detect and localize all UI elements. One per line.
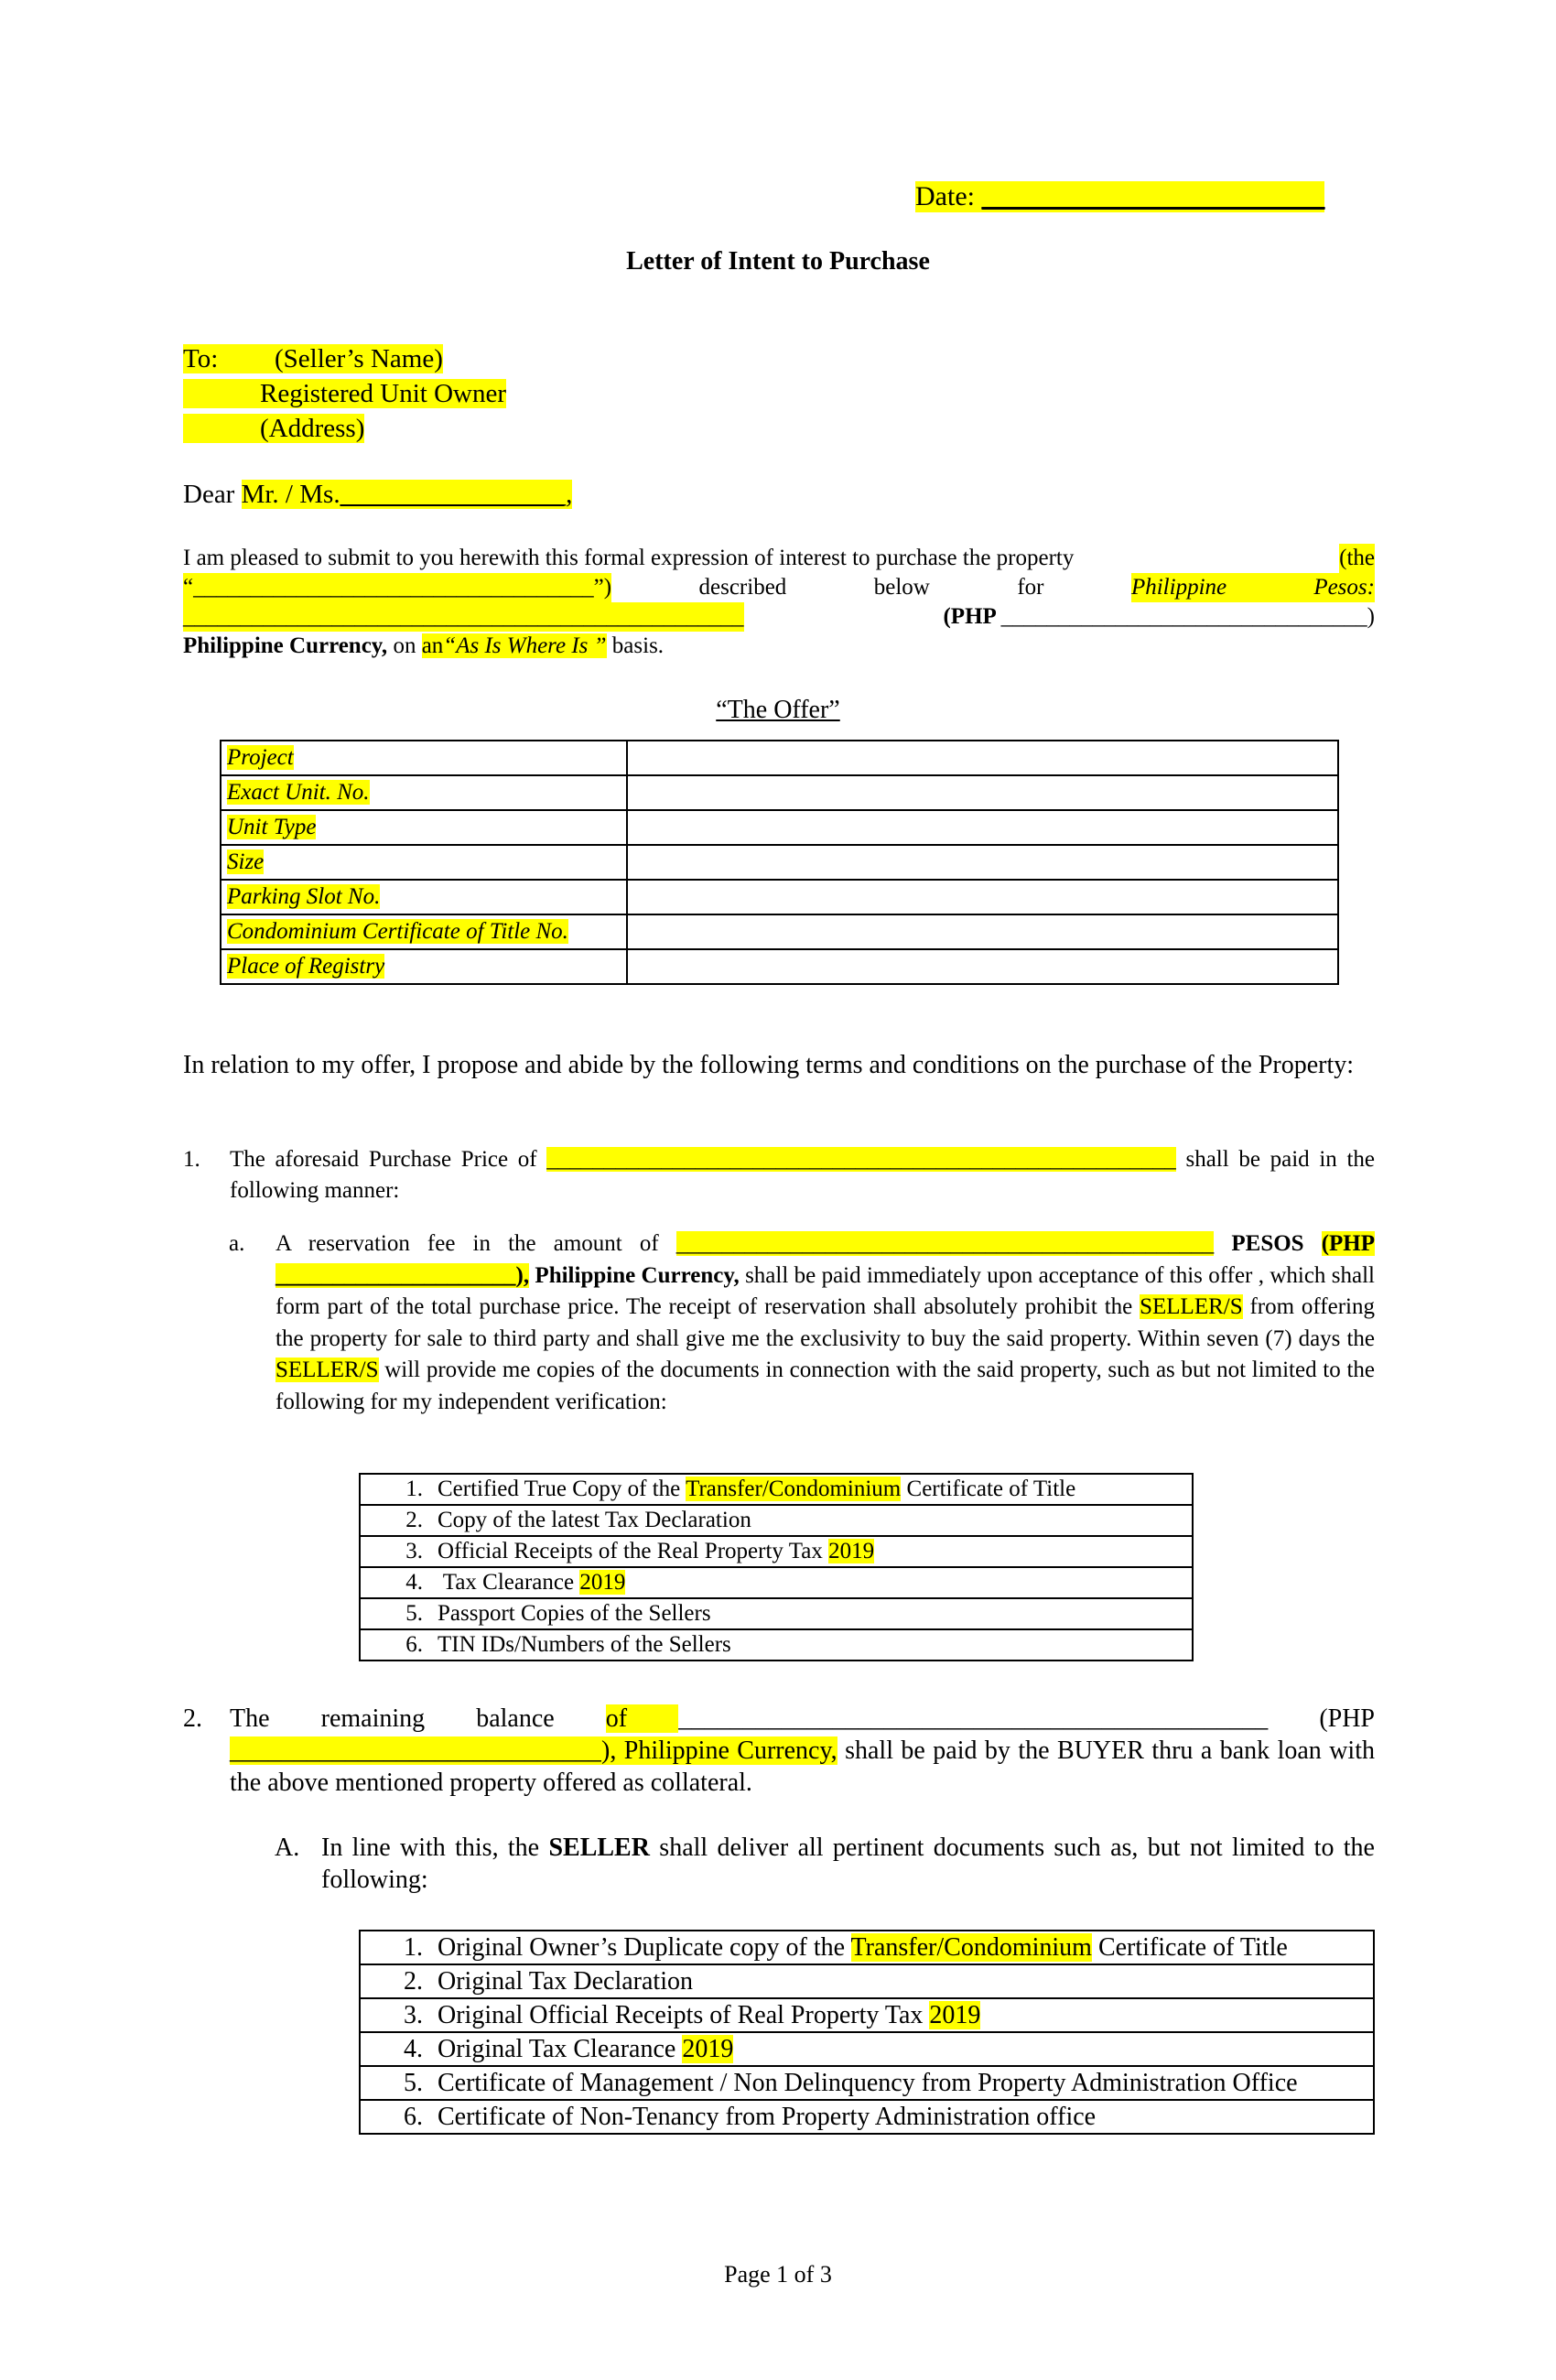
item-text: from offering the property for sale to third party and shall give me the exclusivity to buy the said property. Within seven (7) days the [276,1294,1375,1351]
doc-number: 1. [404,1933,423,1962]
as-is-where-is [422,633,607,658]
item-text: In line with this, the [321,1834,549,1862]
currency-text: Philippine Currency, [183,633,388,658]
doc-text [438,1999,1330,2031]
intro-the: (the [1339,544,1375,573]
table-row [360,1629,1193,1661]
date-line [915,181,1324,212]
balance-php-blank[interactable]: _____________________________ [230,1736,601,1765]
doc-highlight: Transfer/Condominium [686,1477,902,1501]
date-blank[interactable]: _________________________ [981,181,1325,211]
item-text: shall be paid by the BUYER thru a bank loan with the above mentioned property offered as collateral. [230,1736,1375,1797]
salutation [183,480,572,510]
doc-cell [360,1998,1374,2032]
intro-on: on [387,633,422,658]
intro-word: Philippine [1130,575,1227,600]
table-row [360,1567,1193,1598]
doc-highlight: 2019 [929,2001,981,2029]
php-amount [943,602,1375,632]
table-row [360,1931,1374,1964]
table-row [221,880,1338,914]
term-item-2 [183,1703,1375,1799]
salutation-title: Mr. / Ms. [241,480,340,509]
doc-number: 1. [405,1477,423,1501]
item-text: shall deliver all pertinent documents such as, but not limited to the following: [321,1834,1375,1894]
intro-an: an [421,633,444,658]
table-row [221,741,1338,775]
doc-number: 6. [405,1632,423,1657]
table-row [221,914,1338,949]
table-row [360,2032,1374,2066]
doc-cell [360,1505,1193,1536]
doc-text [438,1570,625,1596]
doc-highlight: 2019 [682,2035,734,2063]
intro-line-2 [183,573,1375,602]
offer-label: Size [227,849,265,874]
php-label: (PHP [943,604,1001,629]
table-row [360,1536,1193,1567]
item-text: will provide me copies of the documents in connection with the said property, such as but not limited to the following for my independent verification: [276,1358,1375,1414]
table-row [360,2066,1374,2100]
doc-cell [360,1931,1374,1964]
offer-label: Exact Unit. No. [227,780,370,805]
term-item-2-body [230,1703,1375,1799]
offer-label-cell [221,741,627,775]
intro-text: I am pleased to submit to you herewith this formal expression of interest to purchase the property [183,546,1075,570]
address-block [183,341,506,446]
offer-value-cell[interactable] [627,949,1338,984]
doc-number: 4. [405,1570,423,1595]
doc-number: 6. [404,2103,423,2131]
intro-line-1 [183,544,1375,573]
page-number: Page 1 of 3 [724,2261,832,2288]
offer-label: Project [227,745,294,770]
price-words-blank[interactable]: _________________________________________________ [183,602,744,632]
doc-number: 2. [405,1508,423,1532]
doc-highlight: 2019 [579,1570,626,1595]
address-address-line [183,414,364,443]
currency-text: Philippine Currency, [529,1262,740,1288]
remaining-balance-blank[interactable]: ______________________________________________ [678,1704,1269,1733]
offer-table [220,740,1339,985]
table-row [221,949,1338,984]
item-number: 2. [183,1704,202,1733]
offer-label-cell [221,845,627,880]
offer-label: Unit Type [227,815,317,839]
item-text: The remaining balance [230,1704,606,1733]
offer-label-cell [221,914,627,949]
doc-number: 3. [405,1539,423,1563]
term-item-1a [229,1228,1375,1418]
table-row [221,775,1338,810]
doc-text [438,1965,1330,1997]
doc-text-part: Original Owner’s Duplicate copy of the [438,1933,851,1962]
table-row [221,845,1338,880]
offer-value-cell[interactable] [627,845,1338,880]
term-item-1a-body [276,1228,1375,1418]
item-text: The aforesaid Purchase Price of [230,1147,547,1172]
doc-text-part: Official Receipts of the Real Property Tax [438,1539,829,1563]
doc-text-part: Passport Copies of the Sellers [438,1601,711,1626]
table-row [360,2100,1374,2134]
doc-number: 5. [404,2069,423,2097]
offer-label-cell [221,949,627,984]
doc-number: 2. [404,1967,423,1996]
offer-label: Place of Registry [227,954,385,979]
reservation-fee-blank[interactable]: _______________________________________________ [675,1231,1215,1256]
doc-text-part: Original Tax Declaration [438,1967,693,1996]
item-text: shall be paid immediately upon acceptance of this offer , which shall form part of the total purchase price. The receipt of reservation shall absolutely prohibit the [276,1262,1375,1319]
doc-text-part: Certified True Copy of the [438,1477,686,1501]
offer-value-cell[interactable] [627,741,1338,775]
basis-text: basis. [606,633,665,658]
table-row [360,1505,1193,1536]
item-of: of [605,1704,679,1733]
purchase-price-blank[interactable]: _______________________________________________________ [546,1147,1176,1172]
doc-cell [360,2066,1374,2100]
offer-label: Condominium Certificate of Title No. [227,919,568,944]
php-amount-blank[interactable]: ________________________________) [1000,604,1375,629]
verification-docs-table [359,1473,1194,1661]
document-title: Letter of Intent to Purchase [626,247,930,276]
doc-text-part: Certificate of Management / Non Delinquency from Property Administration Office [438,2069,1298,2097]
as-is-text: “As Is Where Is ” [443,633,607,658]
item-number: a. [229,1231,245,1256]
seller-term: SELLER [548,1834,650,1862]
salutation-blank[interactable]: _________________, [340,480,573,509]
offer-value-cell[interactable] [627,775,1338,810]
intro-word: described [698,575,787,600]
item-number: A. [275,1834,300,1862]
doc-text-part: Original Tax Clearance [438,2035,683,2063]
address-to-line [183,344,443,373]
doc-text-part: Certificate of Title [1091,1933,1288,1962]
intro-word: for [1017,575,1044,600]
table-row [360,1474,1193,1505]
doc-text [438,1477,1075,1502]
item-text: A reservation fee in the amount of [276,1231,676,1256]
doc-text-part: Certificate of Non-Tenancy from Property Administration office [438,2103,1097,2131]
offer-value-cell[interactable] [627,914,1338,949]
php-label: (PHP [1319,1704,1376,1733]
term-item-1-body [230,1144,1375,1206]
doc-number: 3. [404,2001,423,2029]
doc-highlight: Transfer/Condominium [850,1933,1092,1962]
item-text: shall be paid in the following manner: [230,1147,1376,1203]
doc-cell [360,1629,1193,1661]
intro-word: Pesos: [1313,575,1375,600]
terms-intro: In relation to my offer, I propose and abide by the following terms and conditions on the purchase of the Property: [183,1051,1355,1079]
offer-heading: “The Offer” [716,696,840,724]
doc-text [438,1539,874,1564]
doc-text [438,1601,711,1627]
seller-term: SELLER/S [276,1358,379,1382]
offer-value-cell[interactable] [627,810,1338,845]
doc-text-part: Tax Clearance [438,1570,580,1595]
doc-number: 5. [405,1601,423,1626]
address-owner-line [183,379,506,408]
doc-text-part: Certificate of Title [901,1477,1076,1501]
doc-cell [360,2100,1374,2134]
offer-label: Parking Slot No. [227,884,381,909]
doc-text-part: Copy of the latest Tax Declaration [438,1508,751,1532]
currency-text: ), Philippine Currency, [601,1736,837,1765]
doc-cell [360,1598,1193,1629]
doc-text [438,2067,1330,2099]
salutation-name [242,480,573,509]
seller-term: SELLER/S [1140,1294,1243,1319]
doc-text-part: TIN IDs/Numbers of the Sellers [438,1632,731,1657]
table-row [360,1598,1193,1629]
offer-label-cell [221,880,627,914]
intro-line-3 [183,602,1375,632]
reservation-php-blank[interactable]: _____________________), [276,1262,530,1288]
intro-line-4 [183,632,1375,661]
offer-label-cell [221,810,627,845]
doc-text [438,1632,731,1658]
pesos-label: PESOS [1231,1231,1322,1256]
intro-paragraph [183,544,1375,661]
table-row [221,810,1338,845]
seller-name: (Seller’s Name) [275,344,443,373]
intro-pesos [1131,573,1375,602]
registered-owner: Registered Unit Owner [260,379,506,408]
doc-cell [360,2032,1374,2066]
item-number: 1. [183,1147,200,1172]
doc-cell [360,1536,1193,1567]
doc-number: 4. [404,2035,423,2063]
term-item-2a [275,1832,1375,1896]
term-item-1 [183,1144,1375,1206]
offer-value-cell[interactable] [627,880,1338,914]
doc-cell [360,1474,1193,1505]
doc-cell [360,1567,1193,1598]
seller-address: (Address) [260,414,365,443]
doc-text [438,1508,751,1533]
term-item-2a-body [321,1832,1375,1896]
delivery-docs-table [359,1930,1375,2135]
doc-text [438,1931,1330,1964]
doc-text-part: Original Official Receipts of Real Property Tax [438,2001,930,2029]
property-name-blank[interactable]: “___________________________________”) [183,573,611,602]
table-row [360,1964,1374,1998]
date-label: Date: [915,181,982,211]
doc-text [438,2033,1330,2065]
php-label: (PHP [1321,1231,1376,1256]
intro-word: below [873,575,930,600]
doc-cell [360,1964,1374,1998]
offer-label-cell [221,775,627,810]
to-label: To: [183,344,219,373]
doc-text [438,2101,1330,2133]
table-row [360,1998,1374,2032]
doc-highlight: 2019 [828,1539,875,1563]
dear-text: Dear [183,480,242,509]
